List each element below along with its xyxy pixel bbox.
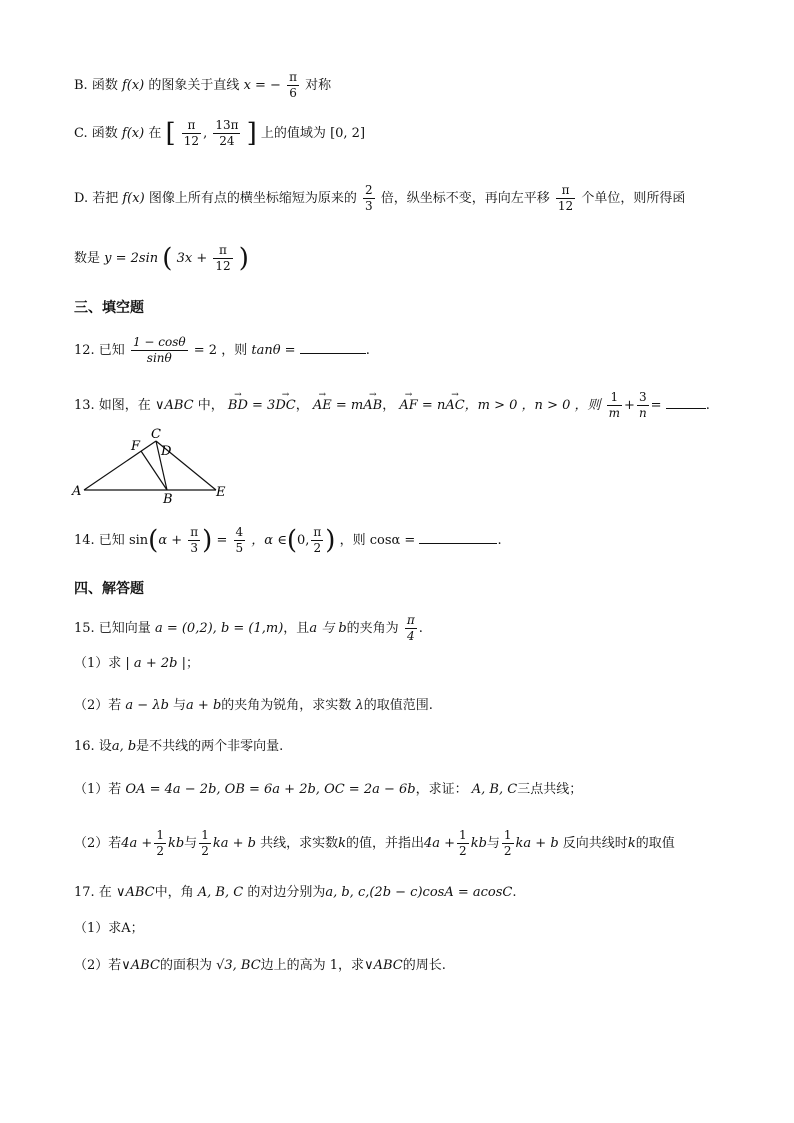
q13-prefix: 13. 如图，在 xyxy=(74,398,151,413)
area-value: √3, BC xyxy=(216,958,261,973)
q16-vectors: a, b xyxy=(111,739,137,754)
q15-mid2: 的夹角为 xyxy=(346,621,399,636)
q14-prefix: 14. 已知 xyxy=(74,533,125,548)
vector-ae: → AE xyxy=(313,397,332,415)
right-bracket: ] xyxy=(246,118,257,149)
segment-ac xyxy=(84,441,156,490)
q12-mid: ，则 xyxy=(221,343,248,358)
left-paren: ( xyxy=(148,525,159,556)
expr: ka + b xyxy=(515,836,559,851)
vector-ab: → AB xyxy=(363,397,382,415)
label-b: B xyxy=(163,492,173,507)
sep: ， xyxy=(382,398,396,413)
question-12 xyxy=(74,335,370,366)
q13-end: . xyxy=(705,398,710,413)
option-d-text-2: 倍，纵坐标不变，再向左平移 xyxy=(380,191,550,206)
part-label: （2）若 xyxy=(74,836,122,851)
range-value: [0, 2] xyxy=(330,126,366,141)
mid: 的面积为 xyxy=(159,958,212,973)
p1-text: ，求证： xyxy=(415,782,468,797)
q16-part-2 xyxy=(74,828,675,859)
fraction-1-2: $\frac{1}{2}$ xyxy=(201,828,209,858)
answer-blank[interactable] xyxy=(419,543,497,544)
q15-p2-expr1: a − λb xyxy=(125,698,169,713)
q11-option-b[interactable] xyxy=(74,70,331,101)
triangle-abc: ∨ABC xyxy=(115,885,155,900)
q14-end: . xyxy=(497,533,502,548)
q15-part-2 xyxy=(74,697,433,715)
alpha-expr: α + xyxy=(158,533,183,548)
text: 的值，并指出 xyxy=(345,836,424,851)
equals: = xyxy=(216,533,228,548)
mid2: 边上的高为 1，求 xyxy=(260,958,365,973)
q15-p1-expr: | a + 2b | xyxy=(125,656,186,671)
label-a: A xyxy=(72,484,82,499)
fraction-4-5: $\frac{4}{5}$ xyxy=(235,525,244,555)
p1-end: 三点共线； xyxy=(517,782,583,797)
fraction-13pi-24: $\frac{13\pi}{24}$ xyxy=(215,118,239,148)
section-fill-in-heading: 三、填空题 xyxy=(74,300,144,316)
q17-part-2 xyxy=(74,957,446,975)
equals: = xyxy=(650,398,662,413)
q17-equation: (2b − c)cosA = acosC xyxy=(369,885,513,900)
question-17 xyxy=(74,884,516,902)
q13-eq2: = m xyxy=(335,398,364,413)
k: k xyxy=(338,836,346,851)
question-15 xyxy=(74,613,423,644)
fraction-pi-4: $\frac{\pi}{4}$ xyxy=(406,613,415,643)
expr: 4a + xyxy=(424,836,456,851)
result-function: y = 2sin xyxy=(104,251,159,266)
q16-prefix: 16. 设 xyxy=(74,739,112,754)
option-d-prefix: D. 若把 xyxy=(74,191,119,206)
question-13 xyxy=(74,390,710,421)
q12-prefix: 12. 已知 xyxy=(74,343,125,358)
fraction-pi-12: $\frac{\pi}{12}$ xyxy=(183,118,200,148)
left-paren: ( xyxy=(162,243,173,274)
function-f: f(x) xyxy=(121,78,145,93)
option-b-prefix: B. 函数 xyxy=(74,78,118,93)
label-d: D xyxy=(161,444,172,459)
q15-p2-expr2: a + b xyxy=(186,698,222,713)
p2-mid: 与 xyxy=(173,698,187,713)
text: 反向共线时 xyxy=(562,836,628,851)
option-c-text-2: 上的值域为 xyxy=(260,126,326,141)
triangle-abc: ∨ABC xyxy=(121,958,160,973)
question-16 xyxy=(74,738,283,756)
option-d-text-3: 个单位，则所得函 xyxy=(581,191,686,206)
q16-text: 是不共线的两个非零向量. xyxy=(136,739,284,754)
q14-mid: ，则 xyxy=(339,533,366,548)
right-paren: ) xyxy=(238,243,249,274)
q13-eq3: = n xyxy=(421,398,446,413)
p2-end: 的取值范围. xyxy=(363,698,433,713)
function-f: f(x) xyxy=(122,191,145,206)
q15-mid: ，且 xyxy=(283,621,310,636)
plus: + xyxy=(624,398,635,413)
vector-af: → AF xyxy=(399,397,417,415)
part-label: （1）求 xyxy=(74,656,122,671)
q15-end: . xyxy=(418,621,423,636)
q15-stem: 15. 已知向量 xyxy=(74,621,151,636)
fraction-1-m: $\frac{1}{m}$ xyxy=(608,390,621,420)
question-14 xyxy=(74,525,502,556)
answer-blank[interactable] xyxy=(666,408,706,409)
option-d-text-1: 图像上所有点的横坐标缩短为原来的 xyxy=(148,191,357,206)
option-c-prefix: C. 函数 xyxy=(74,126,118,141)
q12-target: tanθ = xyxy=(251,343,296,358)
sides: a, b, c, xyxy=(325,885,370,900)
expr: kb xyxy=(470,836,487,851)
text: 共线，求实数 xyxy=(260,836,339,851)
option-b-text: 的图象关于直线 xyxy=(148,78,240,93)
q15-part-1 xyxy=(74,655,199,673)
expr: ka + b xyxy=(212,836,256,851)
fraction-2-3: $\frac{2}{3}$ xyxy=(364,183,373,213)
p2-text: 的夹角为锐角，求实数 xyxy=(221,698,352,713)
fraction-1-2: $\frac{1}{2}$ xyxy=(459,828,467,858)
q11-option-d-line2 xyxy=(74,243,249,274)
q11-option-d[interactable] xyxy=(74,183,685,214)
fraction-3-n: $\frac{3}{n}$ xyxy=(638,390,647,420)
lambda: λ xyxy=(355,698,364,713)
end: 的周长. xyxy=(402,958,446,973)
fraction-pi-2: $\frac{\pi}{2}$ xyxy=(313,525,322,555)
q12-end: . xyxy=(365,343,370,358)
q16-part-1 xyxy=(74,781,582,799)
triangle-abc: ∨ABC xyxy=(154,398,194,413)
right-paren: ) xyxy=(202,525,213,556)
label-c: C xyxy=(151,427,161,442)
q17-prefix: 17. 在 xyxy=(74,885,112,900)
mid: 与 xyxy=(184,836,198,851)
fraction-1-2: $\frac{1}{2}$ xyxy=(156,828,164,858)
left-bracket: [ xyxy=(165,118,176,149)
label-f: F xyxy=(131,439,141,454)
line-var: x = − xyxy=(243,78,281,93)
p1-end: ； xyxy=(185,656,199,671)
option-b-suffix: 对称 xyxy=(305,78,332,93)
sin-argument: 3x + xyxy=(176,251,208,266)
expr: kb xyxy=(167,836,185,851)
left-paren: ( xyxy=(286,525,297,556)
vector-ac: → AC xyxy=(445,397,464,415)
q15-vectors: a = (0,2), b = (1,m) xyxy=(154,621,284,636)
answer-blank[interactable] xyxy=(300,353,366,354)
function-f: f(x) xyxy=(121,126,145,141)
mid2: 的对边分别为 xyxy=(247,885,326,900)
q15-pair: a 与 b xyxy=(309,621,347,636)
part-label: （2）若 xyxy=(74,958,122,973)
mid: 中，角 xyxy=(154,885,194,900)
q12-equals: = 2 xyxy=(193,343,218,358)
fraction-pi-6: $\frac{\pi}{6}$ xyxy=(289,70,297,100)
section-solve-heading: 四、解答题 xyxy=(74,581,144,597)
right-paren: ) xyxy=(325,525,336,556)
fraction-pi-3: $\frac{\pi}{3}$ xyxy=(190,525,199,555)
q13-conditions: ，m > 0 ，n > 0 ，则 xyxy=(464,398,601,413)
expr: 4a + xyxy=(121,836,153,851)
vector-bd: → BD xyxy=(228,397,248,415)
q16-p1-expr: OA = 4a − 2b, OB = 6a + 2b, OC = 2a − 6b xyxy=(125,782,416,797)
option-d-line2-prefix: 数是 xyxy=(74,251,101,266)
sin-fn: sin xyxy=(128,533,149,548)
fraction-1-cos-over-sin: $\frac{1 - \cos\theta}{\sin\theta}$ xyxy=(132,335,186,365)
q14-target: cosα = xyxy=(369,533,416,548)
range-left: 0, xyxy=(296,533,310,548)
angles: A, B, C xyxy=(197,885,244,900)
end: . xyxy=(512,885,517,900)
q17-part-1: （1）求A； xyxy=(74,921,144,936)
q11-option-c[interactable]: C. 函数 f(x) 在 [ $\frac{\pi}{12}$ , $\frac{13\pi}{24}$ ] 上的值域为 [0, 2] xyxy=(74,118,366,149)
points-abc: A, B, C xyxy=(471,782,518,797)
part-label: （1）若 xyxy=(74,782,122,797)
fraction-pi-12: $\frac{\pi}{12}$ xyxy=(557,183,574,213)
part-label: （2）若 xyxy=(74,698,122,713)
mid: 与 xyxy=(486,836,500,851)
vector-dc: → DC xyxy=(275,397,295,415)
q13-eq1: = 3 xyxy=(252,398,276,413)
q13-mid: 中， xyxy=(197,398,224,413)
sep: ， xyxy=(295,398,309,413)
end: 的取值 xyxy=(635,836,675,851)
triangle-abc: ∨ABC xyxy=(364,958,403,973)
triangle-figure xyxy=(70,425,240,507)
option-c-text: 在 xyxy=(148,126,162,141)
k: k xyxy=(627,836,636,851)
fraction-1-2: $\frac{1}{2}$ xyxy=(503,828,512,858)
fraction-pi-12: $\frac{\pi}{12}$ xyxy=(215,243,231,273)
label-e: E xyxy=(216,485,226,500)
alpha-domain: ，α ∈ xyxy=(251,533,287,548)
